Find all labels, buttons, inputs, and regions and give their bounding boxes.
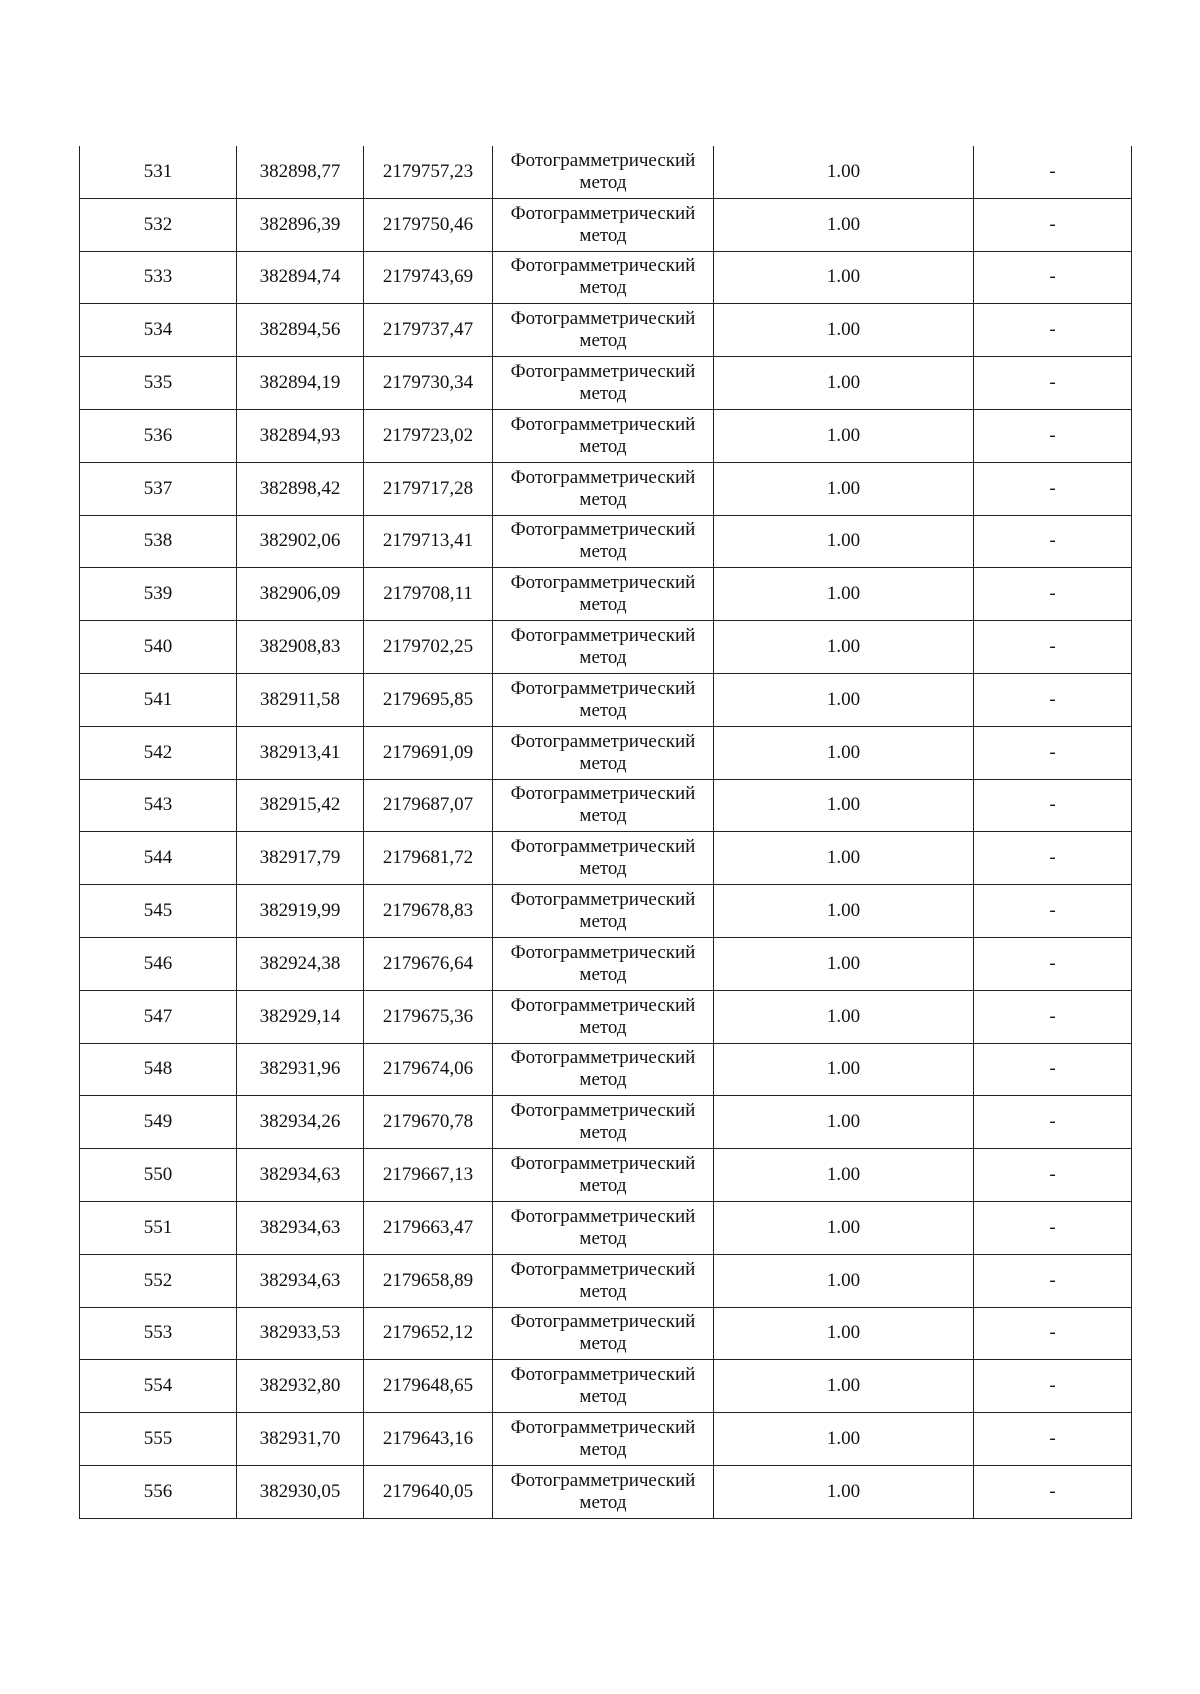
point-number-cell: 532 <box>80 198 237 251</box>
x-coordinate-cell: 382930,05 <box>237 1465 364 1518</box>
x-coordinate-cell: 382913,41 <box>237 726 364 779</box>
y-coordinate-cell: 2179663,47 <box>364 1201 493 1254</box>
precision-cell: 1.00 <box>714 937 974 990</box>
note-cell: - <box>974 1360 1132 1413</box>
y-coordinate-cell: 2179717,28 <box>364 462 493 515</box>
method-text: метод <box>579 435 627 457</box>
note-cell: - <box>974 146 1132 198</box>
method-text: метод <box>579 805 627 827</box>
method-text: Фотограмметрический <box>510 941 696 963</box>
x-coordinate-cell: 382924,38 <box>237 937 364 990</box>
point-number-cell: 548 <box>80 1043 237 1096</box>
note-cell: - <box>974 304 1132 357</box>
point-number-cell: 531 <box>80 146 237 198</box>
table-row <box>80 673 1132 726</box>
point-number-cell: 556 <box>80 1465 237 1518</box>
point-number-cell: 533 <box>80 251 237 304</box>
table-row <box>80 779 1132 832</box>
method-text: метод <box>579 1016 627 1038</box>
note-cell: - <box>974 885 1132 938</box>
x-coordinate-cell: 382894,19 <box>237 357 364 410</box>
table-body <box>80 146 1132 1518</box>
x-coordinate-cell: 382931,96 <box>237 1043 364 1096</box>
method-cell <box>493 990 714 1043</box>
note-cell: - <box>974 1465 1132 1518</box>
precision-cell: 1.00 <box>714 673 974 726</box>
y-coordinate-cell: 2179670,78 <box>364 1096 493 1149</box>
x-coordinate-cell: 382917,79 <box>237 832 364 885</box>
y-coordinate-cell: 2179730,34 <box>364 357 493 410</box>
point-number-cell: 539 <box>80 568 237 621</box>
y-coordinate-cell: 2179691,09 <box>364 726 493 779</box>
note-cell: - <box>974 1254 1132 1307</box>
method-text: метод <box>579 330 627 352</box>
point-number-cell: 545 <box>80 885 237 938</box>
x-coordinate-cell: 382934,63 <box>237 1254 364 1307</box>
x-coordinate-cell: 382933,53 <box>237 1307 364 1360</box>
method-text: метод <box>579 541 627 563</box>
note-cell: - <box>974 621 1132 674</box>
method-cell <box>493 726 714 779</box>
precision-cell: 1.00 <box>714 885 974 938</box>
method-text: метод <box>579 1280 627 1302</box>
note-cell: - <box>974 990 1132 1043</box>
table-row <box>80 885 1132 938</box>
method-cell <box>493 1201 714 1254</box>
x-coordinate-cell: 382911,58 <box>237 673 364 726</box>
method-cell <box>493 621 714 674</box>
table-row <box>80 1360 1132 1413</box>
method-cell <box>493 832 714 885</box>
precision-cell: 1.00 <box>714 1307 974 1360</box>
method-text: Фотограмметрический <box>510 413 696 435</box>
method-cell <box>493 198 714 251</box>
note-cell: - <box>974 1413 1132 1466</box>
point-number-cell: 553 <box>80 1307 237 1360</box>
y-coordinate-cell: 2179674,06 <box>364 1043 493 1096</box>
table-row <box>80 1043 1132 1096</box>
y-coordinate-cell: 2179750,46 <box>364 198 493 251</box>
method-text: метод <box>579 1227 627 1249</box>
x-coordinate-cell: 382934,63 <box>237 1201 364 1254</box>
method-text: Фотограмметрический <box>510 1258 696 1280</box>
point-number-cell: 540 <box>80 621 237 674</box>
method-text: метод <box>579 277 627 299</box>
y-coordinate-cell: 2179652,12 <box>364 1307 493 1360</box>
method-text: метод <box>579 594 627 616</box>
note-cell: - <box>974 673 1132 726</box>
precision-cell: 1.00 <box>714 1360 974 1413</box>
y-coordinate-cell: 2179757,23 <box>364 146 493 198</box>
y-coordinate-cell: 2179743,69 <box>364 251 493 304</box>
point-number-cell: 534 <box>80 304 237 357</box>
table-row <box>80 621 1132 674</box>
method-text: Фотограмметрический <box>510 836 696 858</box>
table-row <box>80 357 1132 410</box>
table-row <box>80 304 1132 357</box>
method-cell <box>493 937 714 990</box>
precision-cell: 1.00 <box>714 198 974 251</box>
method-text: метод <box>579 911 627 933</box>
note-cell: - <box>974 1043 1132 1096</box>
table-row <box>80 146 1132 198</box>
y-coordinate-cell: 2179667,13 <box>364 1149 493 1202</box>
method-text: метод <box>579 1069 627 1091</box>
table-row <box>80 832 1132 885</box>
x-coordinate-cell: 382934,63 <box>237 1149 364 1202</box>
table-row <box>80 409 1132 462</box>
table-row <box>80 726 1132 779</box>
method-cell <box>493 1149 714 1202</box>
table-row <box>80 1465 1132 1518</box>
method-text: метод <box>579 171 627 193</box>
method-text: Фотограмметрический <box>510 1153 696 1175</box>
precision-cell: 1.00 <box>714 832 974 885</box>
table-row <box>80 937 1132 990</box>
x-coordinate-cell: 382894,93 <box>237 409 364 462</box>
method-text: Фотограмметрический <box>510 466 696 488</box>
x-coordinate-cell: 382894,74 <box>237 251 364 304</box>
y-coordinate-cell: 2179678,83 <box>364 885 493 938</box>
method-cell <box>493 515 714 568</box>
method-cell <box>493 146 714 198</box>
x-coordinate-cell: 382898,42 <box>237 462 364 515</box>
y-coordinate-cell: 2179658,89 <box>364 1254 493 1307</box>
point-number-cell: 552 <box>80 1254 237 1307</box>
coordinates-table <box>79 146 1132 1519</box>
point-number-cell: 555 <box>80 1413 237 1466</box>
note-cell: - <box>974 462 1132 515</box>
precision-cell: 1.00 <box>714 621 974 674</box>
precision-cell: 1.00 <box>714 146 974 198</box>
method-text: Фотограмметрический <box>510 677 696 699</box>
point-number-cell: 542 <box>80 726 237 779</box>
method-text: метод <box>579 383 627 405</box>
y-coordinate-cell: 2179687,07 <box>364 779 493 832</box>
method-text: Фотограмметрический <box>510 1047 696 1069</box>
method-text: метод <box>579 699 627 721</box>
table-row <box>80 1413 1132 1466</box>
method-text: Фотограмметрический <box>510 519 696 541</box>
table-row <box>80 1307 1132 1360</box>
point-number-cell: 550 <box>80 1149 237 1202</box>
method-text: Фотограмметрический <box>510 202 696 224</box>
point-number-cell: 538 <box>80 515 237 568</box>
note-cell: - <box>974 1096 1132 1149</box>
x-coordinate-cell: 382919,99 <box>237 885 364 938</box>
method-cell <box>493 779 714 832</box>
method-text: метод <box>579 224 627 246</box>
point-number-cell: 554 <box>80 1360 237 1413</box>
table-row <box>80 568 1132 621</box>
method-text: Фотограмметрический <box>510 255 696 277</box>
method-text: Фотограмметрический <box>510 1205 696 1227</box>
method-cell <box>493 1465 714 1518</box>
method-text: Фотограмметрический <box>510 889 696 911</box>
note-cell: - <box>974 726 1132 779</box>
point-number-cell: 549 <box>80 1096 237 1149</box>
method-cell <box>493 1254 714 1307</box>
method-text: Фотограмметрический <box>510 149 696 171</box>
note-cell: - <box>974 1307 1132 1360</box>
y-coordinate-cell: 2179737,47 <box>364 304 493 357</box>
method-text: Фотограмметрический <box>510 783 696 805</box>
precision-cell: 1.00 <box>714 1465 974 1518</box>
precision-cell: 1.00 <box>714 1254 974 1307</box>
precision-cell: 1.00 <box>714 462 974 515</box>
note-cell: - <box>974 779 1132 832</box>
precision-cell: 1.00 <box>714 1096 974 1149</box>
note-cell: - <box>974 198 1132 251</box>
note-cell: - <box>974 357 1132 410</box>
point-number-cell: 547 <box>80 990 237 1043</box>
note-cell: - <box>974 515 1132 568</box>
table-row <box>80 1254 1132 1307</box>
method-cell <box>493 885 714 938</box>
y-coordinate-cell: 2179643,16 <box>364 1413 493 1466</box>
precision-cell: 1.00 <box>714 251 974 304</box>
method-cell <box>493 1307 714 1360</box>
note-cell: - <box>974 251 1132 304</box>
method-text: Фотограмметрический <box>510 1364 696 1386</box>
x-coordinate-cell: 382934,26 <box>237 1096 364 1149</box>
precision-cell: 1.00 <box>714 779 974 832</box>
method-cell <box>493 1360 714 1413</box>
x-coordinate-cell: 382906,09 <box>237 568 364 621</box>
y-coordinate-cell: 2179708,11 <box>364 568 493 621</box>
x-coordinate-cell: 382929,14 <box>237 990 364 1043</box>
point-number-cell: 543 <box>80 779 237 832</box>
method-text: Фотограмметрический <box>510 625 696 647</box>
precision-cell: 1.00 <box>714 1413 974 1466</box>
x-coordinate-cell: 382931,70 <box>237 1413 364 1466</box>
table-row <box>80 990 1132 1043</box>
method-text: метод <box>579 488 627 510</box>
method-cell <box>493 1096 714 1149</box>
table-row <box>80 198 1132 251</box>
method-text: Фотограмметрический <box>510 1311 696 1333</box>
precision-cell: 1.00 <box>714 990 974 1043</box>
y-coordinate-cell: 2179681,72 <box>364 832 493 885</box>
y-coordinate-cell: 2179640,05 <box>364 1465 493 1518</box>
method-text: метод <box>579 1491 627 1513</box>
y-coordinate-cell: 2179676,64 <box>364 937 493 990</box>
point-number-cell: 541 <box>80 673 237 726</box>
method-cell <box>493 251 714 304</box>
x-coordinate-cell: 382896,39 <box>237 198 364 251</box>
method-cell <box>493 409 714 462</box>
point-number-cell: 536 <box>80 409 237 462</box>
x-coordinate-cell: 382894,56 <box>237 304 364 357</box>
method-text: Фотограмметрический <box>510 572 696 594</box>
method-text: метод <box>579 1122 627 1144</box>
table-row <box>80 1096 1132 1149</box>
y-coordinate-cell: 2179695,85 <box>364 673 493 726</box>
method-cell <box>493 1413 714 1466</box>
method-cell <box>493 304 714 357</box>
method-text: Фотограмметрический <box>510 308 696 330</box>
method-text: Фотограмметрический <box>510 730 696 752</box>
precision-cell: 1.00 <box>714 568 974 621</box>
point-number-cell: 544 <box>80 832 237 885</box>
x-coordinate-cell: 382898,77 <box>237 146 364 198</box>
x-coordinate-cell: 382915,42 <box>237 779 364 832</box>
point-number-cell: 537 <box>80 462 237 515</box>
table-row <box>80 515 1132 568</box>
y-coordinate-cell: 2179702,25 <box>364 621 493 674</box>
method-cell <box>493 568 714 621</box>
precision-cell: 1.00 <box>714 515 974 568</box>
method-text: метод <box>579 647 627 669</box>
method-text: метод <box>579 963 627 985</box>
method-text: метод <box>579 1439 627 1461</box>
note-cell: - <box>974 937 1132 990</box>
y-coordinate-cell: 2179675,36 <box>364 990 493 1043</box>
note-cell: - <box>974 409 1132 462</box>
table-row <box>80 1201 1132 1254</box>
x-coordinate-cell: 382932,80 <box>237 1360 364 1413</box>
method-cell <box>493 1043 714 1096</box>
precision-cell: 1.00 <box>714 409 974 462</box>
precision-cell: 1.00 <box>714 726 974 779</box>
x-coordinate-cell: 382902,06 <box>237 515 364 568</box>
note-cell: - <box>974 568 1132 621</box>
method-text: Фотограмметрический <box>510 361 696 383</box>
method-text: Фотограмметрический <box>510 1469 696 1491</box>
method-text: метод <box>579 1333 627 1355</box>
table-row <box>80 1149 1132 1202</box>
note-cell: - <box>974 832 1132 885</box>
method-text: метод <box>579 1175 627 1197</box>
y-coordinate-cell: 2179713,41 <box>364 515 493 568</box>
method-text: Фотограмметрический <box>510 1100 696 1122</box>
point-number-cell: 535 <box>80 357 237 410</box>
note-cell: - <box>974 1201 1132 1254</box>
y-coordinate-cell: 2179723,02 <box>364 409 493 462</box>
precision-cell: 1.00 <box>714 1149 974 1202</box>
table-row <box>80 462 1132 515</box>
precision-cell: 1.00 <box>714 357 974 410</box>
method-text: метод <box>579 858 627 880</box>
method-text: метод <box>579 752 627 774</box>
method-text: Фотограмметрический <box>510 1417 696 1439</box>
note-cell: - <box>974 1149 1132 1202</box>
table-row <box>80 251 1132 304</box>
method-cell <box>493 462 714 515</box>
method-text: метод <box>579 1386 627 1408</box>
x-coordinate-cell: 382908,83 <box>237 621 364 674</box>
y-coordinate-cell: 2179648,65 <box>364 1360 493 1413</box>
point-number-cell: 546 <box>80 937 237 990</box>
point-number-cell: 551 <box>80 1201 237 1254</box>
precision-cell: 1.00 <box>714 1201 974 1254</box>
precision-cell: 1.00 <box>714 1043 974 1096</box>
method-cell <box>493 673 714 726</box>
method-text: Фотограмметрический <box>510 994 696 1016</box>
precision-cell: 1.00 <box>714 304 974 357</box>
method-cell <box>493 357 714 410</box>
